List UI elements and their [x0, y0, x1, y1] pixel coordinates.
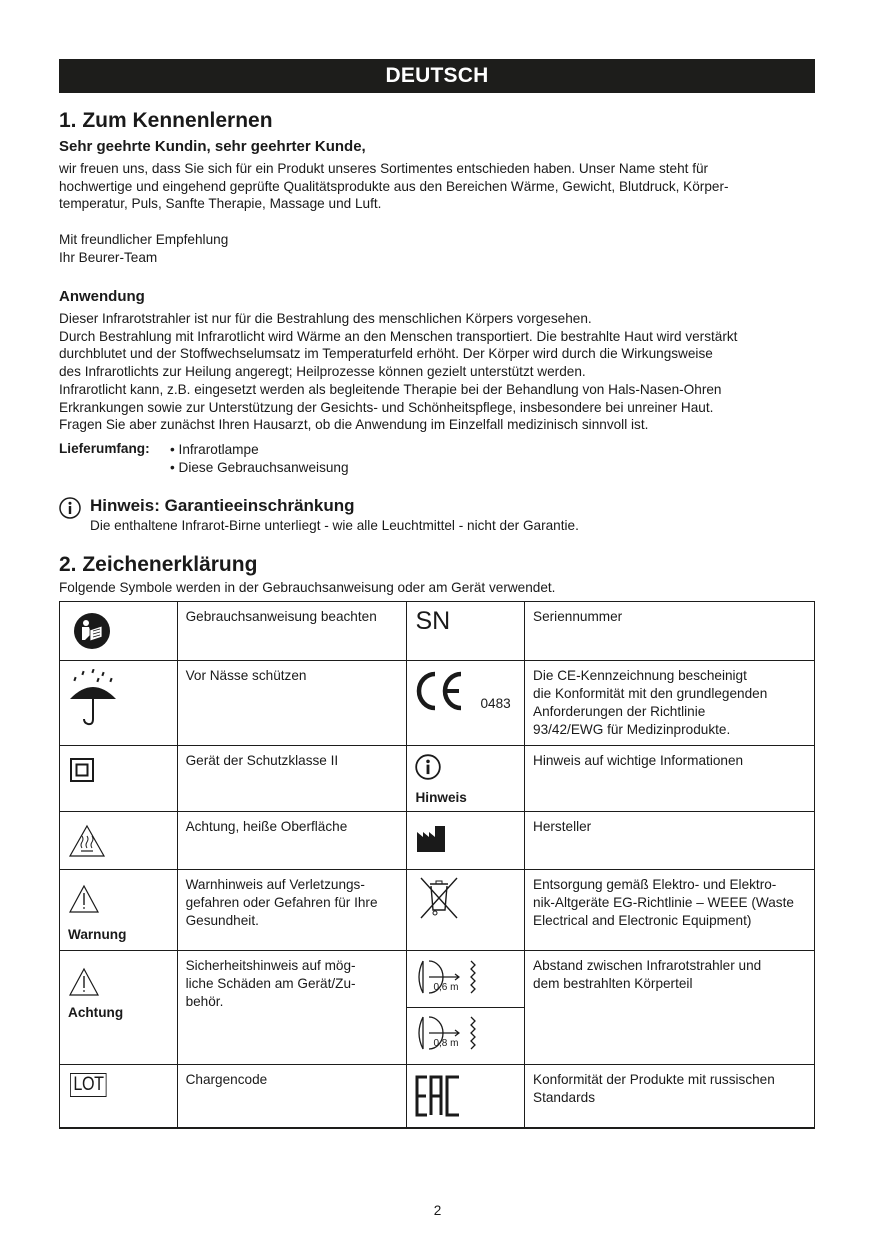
symbol-description: Hinweis auf wichtige Informationen — [525, 746, 815, 812]
text-line: dem bestrahlten Körperteil — [533, 976, 693, 991]
distance-label: 0,8 m — [433, 1038, 459, 1049]
symbol-description: Hersteller — [525, 812, 815, 870]
text-line: wir freuen uns, dass Sie sich für ein Produkt unseres Sortimentes entschieden haben. Unser Name steht für — [59, 161, 709, 176]
symbol-label: Achtung — [68, 1005, 124, 1020]
symbol-cell — [407, 602, 525, 661]
symbol-cell — [60, 870, 178, 951]
hint-text: Die enthaltene Infrarot-Birne unterliegt - wie alle Leuchtmittel - nicht der Garantie. — [90, 518, 579, 533]
delivery-label: Lieferumfang: — [59, 441, 150, 456]
manufacturer-icon — [417, 826, 445, 852]
symbol-description: Chargencode — [177, 1065, 407, 1128]
symbol-table — [59, 601, 815, 1129]
distance-label: 0,6 m — [433, 982, 459, 993]
symbol-description: Seriennummer — [525, 602, 815, 661]
greeting: Sehr geehrte Kundin, sehr geehrter Kunde, — [59, 138, 366, 155]
text-line: Anforderungen der Richtlinie — [533, 704, 706, 719]
section-2-subtitle: Folgende Symbole werden in der Gebrauchsanweisung oder am Gerät verwendet. — [59, 580, 556, 595]
delivery-item: • Infrarotlampe — [170, 442, 259, 457]
text-line: temperatur, Puls, Sanfte Therapie, Massage und Luft. — [59, 196, 382, 212]
info-icon — [415, 754, 441, 780]
row-divider — [407, 1007, 524, 1008]
text-line: liche Schäden am Gerät/Zu- — [185, 976, 356, 991]
symbol-cell — [60, 812, 178, 870]
distance-icon — [415, 1015, 479, 1051]
text-line: Standards — [533, 1090, 595, 1105]
symbol-cell — [60, 661, 178, 746]
delivery-item: • Diese Gebrauchsanweisung — [170, 460, 349, 475]
symbol-cell — [60, 951, 178, 1065]
text-line: Abstand zwischen Infrarotstrahler und — [533, 958, 762, 973]
table-row — [60, 812, 815, 870]
section-1-title: 1. Zum Kennenlernen — [59, 109, 273, 132]
symbol-cell — [407, 661, 525, 746]
text-line: Infrarotlicht kann, z.B. eingesetzt werden als begleitende Therapie bei der Behandlung von Hals-Nasen-Ohren — [59, 381, 722, 397]
text-line: hochwertige und eingehend geprüfte Qualitätsprodukte aus den Bereichen Wärme, Gewicht, Blutdruck, Körper- — [59, 178, 729, 194]
symbol-description — [177, 870, 407, 951]
info-icon — [59, 497, 81, 519]
usage-title: Anwendung — [59, 288, 145, 305]
text-line: Sicherheitshinweis auf mög- — [185, 958, 356, 973]
symbol-description — [525, 870, 815, 951]
lot-icon: LOT — [70, 1073, 107, 1097]
weee-icon — [417, 876, 461, 920]
text-line: behör. — [185, 994, 224, 1009]
ce-mark-icon — [415, 671, 465, 711]
read-manual-icon — [73, 612, 111, 650]
table-row — [60, 602, 815, 661]
intro-paragraph — [59, 160, 819, 213]
symbol-label: Hinweis — [415, 790, 467, 805]
symbol-cell — [60, 1065, 178, 1128]
symbol-cell — [407, 1065, 525, 1128]
table-row — [60, 870, 815, 951]
warning-icon — [68, 884, 100, 914]
protection-class-2-icon — [70, 758, 94, 782]
text-line: gefahren oder Gefahren für Ihre — [185, 895, 378, 910]
symbol-cell — [60, 602, 178, 661]
page-number: 2 — [433, 1203, 442, 1218]
eac-icon — [415, 1075, 463, 1117]
text-line: Fragen Sie aber zunächst Ihren Hausarzt, ob die Anwendung im Einzelfall medizinisch sinnvoll ist. — [59, 417, 649, 433]
hint-title: Hinweis: Garantieeinschränkung — [90, 496, 355, 515]
text-line: nik-Altgeräte EG-Richtlinie – WEEE (Waste — [533, 895, 794, 910]
distance-icon — [415, 959, 479, 995]
symbol-description — [525, 1065, 815, 1128]
symbol-description: Gebrauchsanweisung beachten — [177, 602, 407, 661]
closing-paragraph — [59, 231, 819, 266]
table-row — [60, 951, 815, 1065]
table-row — [60, 1065, 815, 1128]
text-line: Durch Bestrahlung mit Infrarotlicht wird Wärme an den Menschen transportiert. Die bestrahlte Haut wird verstärkt — [59, 328, 738, 344]
umbrella-rain-icon — [68, 669, 118, 729]
section-2-title: 2. Zeichenerklärung — [59, 553, 258, 576]
table-row — [60, 746, 815, 812]
text-line: Konformität der Produkte mit russischen — [533, 1072, 775, 1087]
text-line: Dieser Infrarotstrahler ist nur für die Bestrahlung des menschlichen Körpers vorgesehen. — [59, 311, 592, 326]
text-line: Electrical and Electronic Equipment) — [533, 913, 752, 928]
text-line: die Konformität mit den grundlegenden — [533, 686, 768, 701]
symbol-cell — [407, 812, 525, 870]
delivery-list — [170, 441, 349, 477]
text-line: Entsorgung gemäß Elektro- und Elektro- — [533, 877, 777, 892]
text-line: Die CE-Kennzeichnung bescheinigt — [533, 668, 747, 683]
text-line: Ihr Beurer-Team — [59, 249, 158, 265]
serial-number-icon: SN — [415, 607, 451, 635]
caution-icon — [68, 967, 100, 997]
usage-paragraph — [59, 310, 819, 434]
symbol-cell — [60, 746, 178, 812]
table-row — [60, 661, 815, 746]
symbol-cell — [407, 746, 525, 812]
hot-surface-icon — [68, 824, 106, 858]
text-line: Gesundheit. — [185, 913, 259, 928]
text-line: Mit freundlicher Empfehlung — [59, 232, 229, 247]
language-banner: DEUTSCH — [59, 59, 815, 93]
text-line: durchblutet und der Stoffwechselumsatz im Temperaturfeld erhöht. Der Körper wird durch die Wirkungsweise — [59, 346, 713, 362]
symbol-description — [525, 661, 815, 746]
notified-body-number: 0483 — [480, 696, 511, 711]
symbol-cell — [407, 951, 525, 1065]
text-line: des Infrarotlichts zur Heilung angeregt; Heilprozesse können gezielt unterstützt werden. — [59, 364, 586, 380]
symbol-cell — [407, 870, 525, 951]
symbol-description — [177, 951, 407, 1065]
symbol-label: Warnung — [68, 927, 127, 942]
text-line: 93/42/EWG für Medizinprodukte. — [533, 722, 731, 737]
symbol-description: Achtung, heiße Oberfläche — [177, 812, 407, 870]
symbol-description: Vor Nässe schützen — [177, 661, 407, 746]
text-line: Warnhinweis auf Verletzungs- — [185, 877, 365, 892]
symbol-description — [525, 951, 815, 1065]
text-line: Erkrankungen sowie zur Unterstützung der Gesichts- und Schönheitspflege, insbesondere bei unreiner Haut. — [59, 399, 714, 415]
symbol-description: Gerät der Schutzklasse II — [177, 746, 407, 812]
